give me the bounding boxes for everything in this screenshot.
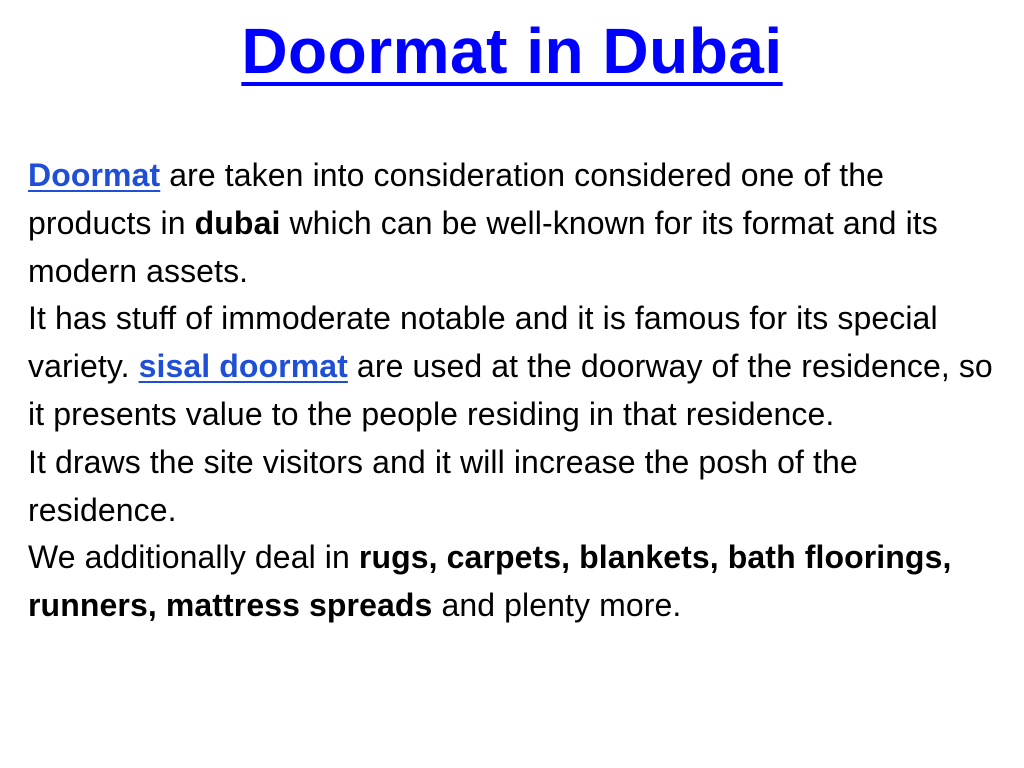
paragraph-1-text-a: are taken into consideration considered one of the products in [28,157,885,241]
paragraph-4 [28,534,998,630]
paragraph-2-text-b: are used at the doorway of the residence, so it presents value to the people residing in that residence. [28,348,993,432]
sisal-doormat-link[interactable]: sisal doormat [138,348,348,385]
paragraph-2 [28,295,998,438]
paragraph-1 [28,152,998,295]
paragraph-1-text-b: which can be well-known for its format and its modern assets. [28,204,938,289]
doormat-link[interactable]: Doormat [28,157,161,193]
page-title-link[interactable]: Doormat in Dubai [241,15,783,87]
body-text [28,152,998,630]
dubai-keyword: dubai [194,204,281,241]
title-container [0,14,1024,88]
paragraph-3-text: It draws the site visitors and it will increase the posh of the residence. [28,443,858,528]
paragraph-4-text-b: and plenty more. [432,587,682,624]
paragraph-3 [28,439,998,535]
paragraph-4-text-a: We additionally deal in [28,539,359,576]
paragraph-2-text-a: It has stuff of immoderate notable and it is famous for its special variety. [28,300,938,385]
products-keywords: rugs, carpets, blankets, bath floorings, runners, mattress spreads [28,539,952,624]
